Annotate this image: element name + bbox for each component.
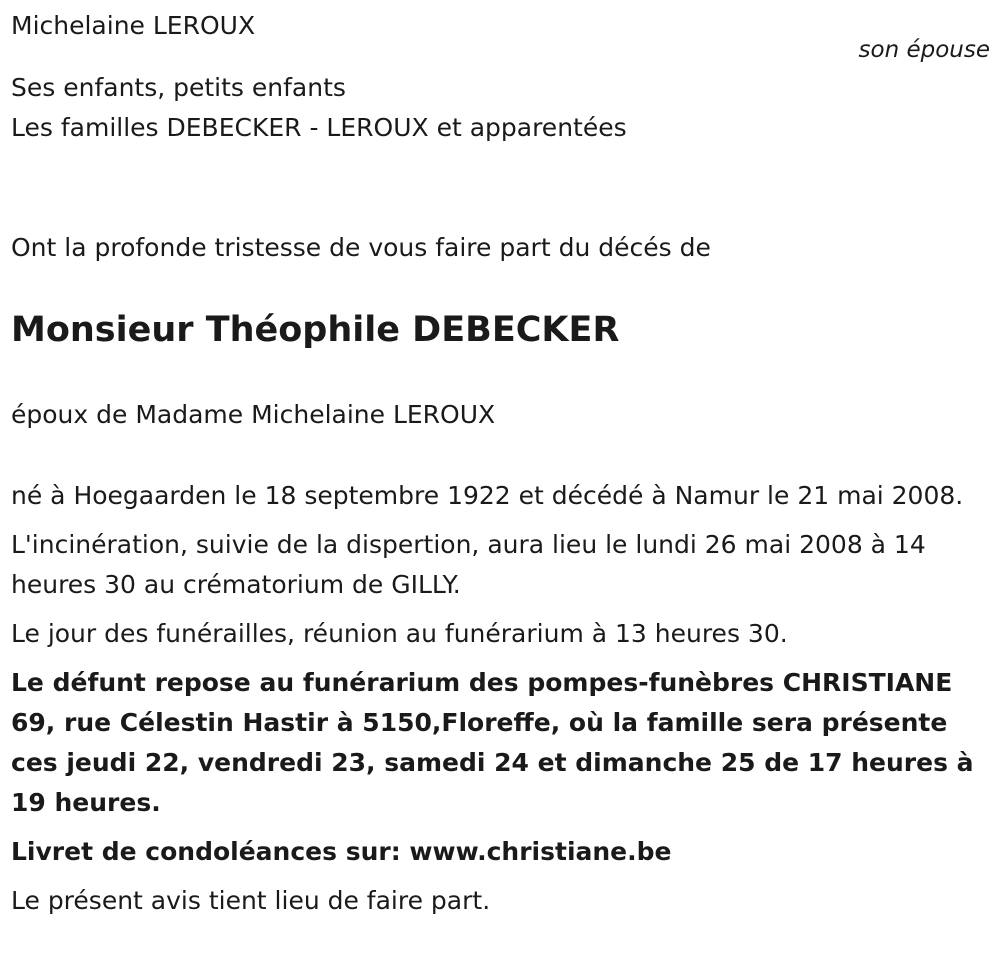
deceased-name: Monsieur Théophile DEBECKER [11, 310, 620, 350]
intro-text: Ont la profonde tristesse de vous faire part du décés de [11, 233, 711, 262]
cremation-text: L'incinération, suivie de la dispertion, aura lieu le lundi 26 mai 2008 à 14 heures 30 au crématorium de GILLY. [11, 530, 926, 599]
meeting-text: Le jour des funérailles, réunion au funérarium à 13 heures 30. [11, 619, 788, 648]
family-line-families: Les familles DEBECKER - LEROUX et apparentées [11, 113, 627, 142]
condolences-text: Livret de condoléances sur: www.christiane.be [11, 837, 672, 866]
spouse-role: son épouse [858, 37, 990, 63]
repose-text: Le défunt repose au funérarium des pompes-funèbres CHRISTIANE 69, rue Célestin Hastir à 5150,Floreffe, où la famille sera présente ces jeudi 22, vendredi 23, samedi 24 et dimanche 25 de 17 heures à 19 heures. [11, 668, 974, 817]
spouse-of-line: époux de Madame Michelaine LEROUX [11, 400, 496, 429]
details-block [11, 476, 990, 930]
birth-death-text: né à Hoegaarden le 18 septembre 1922 et décédé à Namur le 21 mai 2008. [11, 481, 964, 510]
family-block [11, 68, 627, 148]
family-line-children: Ses enfants, petits enfants [11, 73, 346, 102]
spouse-name: Michelaine LEROUX [11, 11, 256, 40]
notice-text: Le présent avis tient lieu de faire part. [11, 886, 491, 915]
